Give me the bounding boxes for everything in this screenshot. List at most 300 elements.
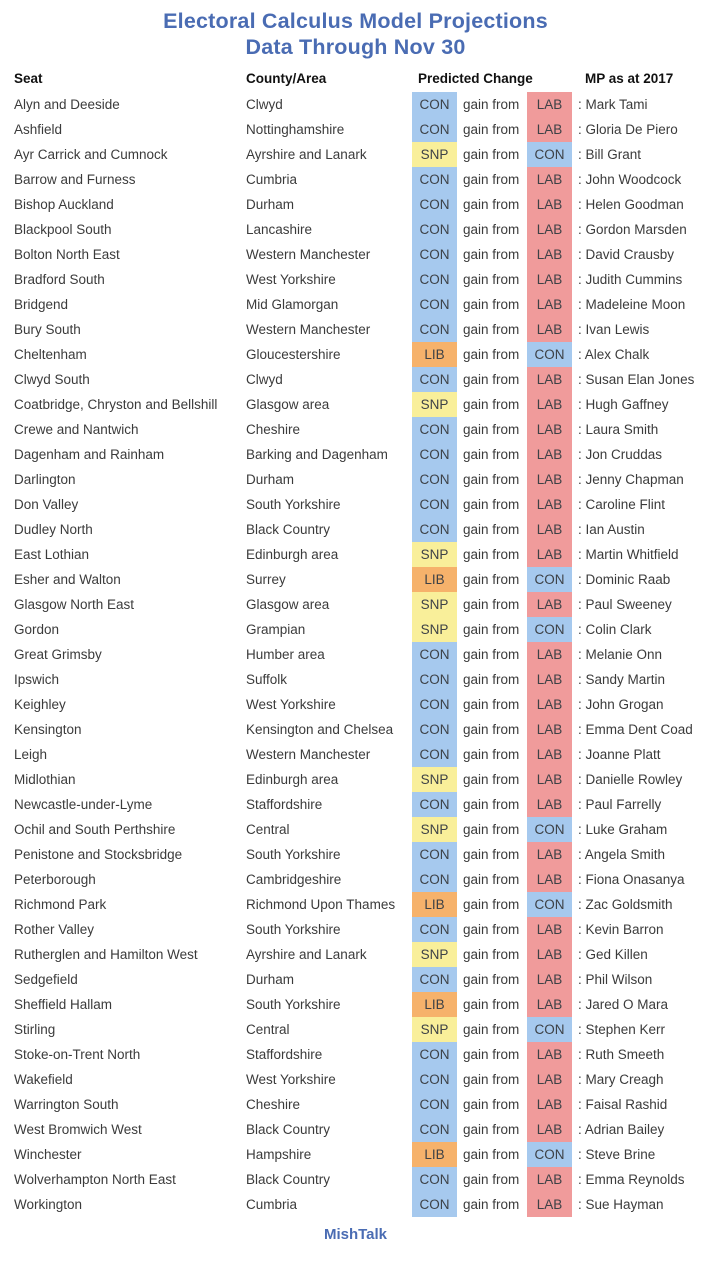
gain-from-label: gain from — [463, 1147, 520, 1162]
county-cell: Central — [246, 822, 290, 837]
table-row — [0, 442, 711, 467]
gain-from-label: gain from — [463, 1047, 520, 1062]
seat-cell: Midlothian — [14, 772, 76, 787]
seat-cell: Peterborough — [14, 872, 96, 887]
gain-from-label: gain from — [463, 447, 520, 462]
county-cell: Barking and Dagenham — [246, 447, 388, 462]
seat-cell: Stoke-on-Trent North — [14, 1047, 141, 1062]
seat-cell: Great Grimsby — [14, 647, 102, 662]
county-cell: Glasgow area — [246, 397, 330, 412]
seat-cell: Ayr Carrick and Cumnock — [14, 147, 168, 162]
gainer-party-badge: LIB — [412, 892, 457, 917]
loser-party-badge: LAB — [527, 1192, 572, 1217]
gainer-party-badge: CON — [412, 192, 457, 217]
county-cell: Durham — [246, 972, 295, 987]
seat-cell: Winchester — [14, 1147, 82, 1162]
table-row — [0, 292, 711, 317]
seat-cell: Esher and Walton — [14, 572, 121, 587]
loser-party-badge: LAB — [527, 967, 572, 992]
mp-cell: : Laura Smith — [578, 422, 659, 437]
column-header-county: County/Area — [246, 70, 327, 86]
gain-from-label: gain from — [463, 622, 520, 637]
loser-party-badge: LAB — [527, 442, 572, 467]
seat-cell: Workington — [14, 1197, 83, 1212]
loser-party-badge: LAB — [527, 1117, 572, 1142]
county-cell: Suffolk — [246, 672, 288, 687]
table-row — [0, 767, 711, 792]
table-row — [0, 817, 711, 842]
mp-cell: : Jon Cruddas — [578, 447, 663, 462]
county-cell: Lancashire — [246, 222, 313, 237]
mp-cell: : Mary Creagh — [578, 1072, 664, 1087]
loser-party-badge: LAB — [527, 492, 572, 517]
loser-party-badge: CON — [527, 617, 572, 642]
mp-cell: : Susan Elan Jones — [578, 372, 695, 387]
seat-cell: Keighley — [14, 697, 66, 712]
gainer-party-badge: SNP — [412, 767, 457, 792]
mp-cell: : Judith Cummins — [578, 272, 683, 287]
mp-cell: : Ruth Smeeth — [578, 1047, 665, 1062]
seat-cell: Penistone and Stocksbridge — [14, 847, 183, 862]
seat-cell: Ashfield — [14, 122, 63, 137]
table-row — [0, 367, 711, 392]
gainer-party-badge: CON — [412, 92, 457, 117]
gain-from-label: gain from — [463, 422, 520, 437]
gain-from-label: gain from — [463, 1122, 520, 1137]
table-row — [0, 1167, 711, 1192]
seat-cell: Crewe and Nantwich — [14, 422, 139, 437]
loser-party-badge: LAB — [527, 517, 572, 542]
gainer-party-badge: CON — [412, 642, 457, 667]
seat-cell: Gordon — [14, 622, 60, 637]
gainer-party-badge: LIB — [412, 567, 457, 592]
table-body — [0, 92, 711, 1217]
mp-cell: : Ian Austin — [578, 522, 645, 537]
loser-party-badge: LAB — [527, 942, 572, 967]
county-cell: Durham — [246, 472, 295, 487]
seat-cell: Bolton North East — [14, 247, 120, 262]
seat-cell: Wolverhampton North East — [14, 1172, 176, 1187]
mp-cell: : Hugh Gaffney — [578, 397, 669, 412]
seat-cell: Don Valley — [14, 497, 79, 512]
gainer-party-badge: CON — [412, 292, 457, 317]
mp-cell: : Mark Tami — [578, 97, 648, 112]
loser-party-badge: LAB — [527, 792, 572, 817]
mp-cell: : Phil Wilson — [578, 972, 653, 987]
table-row — [0, 992, 711, 1017]
mp-cell: : Fiona Onasanya — [578, 872, 685, 887]
gainer-party-badge: CON — [412, 967, 457, 992]
mp-cell: : Sandy Martin — [578, 672, 666, 687]
gainer-party-badge: SNP — [412, 592, 457, 617]
mp-cell: : Zac Goldsmith — [578, 897, 673, 912]
loser-party-badge: CON — [527, 1142, 572, 1167]
gain-from-label: gain from — [463, 272, 520, 287]
gainer-party-badge: CON — [412, 742, 457, 767]
county-cell: Black Country — [246, 522, 331, 537]
gain-from-label: gain from — [463, 197, 520, 212]
loser-party-badge: LAB — [527, 667, 572, 692]
gainer-party-badge: SNP — [412, 942, 457, 967]
seat-cell: Dudley North — [14, 522, 93, 537]
gain-from-label: gain from — [463, 772, 520, 787]
mp-cell: : Gordon Marsden — [578, 222, 687, 237]
mp-cell: : Stephen Kerr — [578, 1022, 666, 1037]
gainer-party-badge: CON — [412, 267, 457, 292]
seat-cell: Sedgefield — [14, 972, 78, 987]
gain-from-label: gain from — [463, 572, 520, 587]
loser-party-badge: LAB — [527, 642, 572, 667]
table-row — [0, 792, 711, 817]
seat-cell: East Lothian — [14, 547, 90, 562]
table-row — [0, 942, 711, 967]
mp-cell: : John Grogan — [578, 697, 664, 712]
gainer-party-badge: CON — [412, 867, 457, 892]
loser-party-badge: LAB — [527, 1167, 572, 1192]
gain-from-label: gain from — [463, 497, 520, 512]
table-row — [0, 1092, 711, 1117]
county-cell: Richmond Upon Thames — [246, 897, 396, 912]
county-cell: Cambridgeshire — [246, 872, 342, 887]
loser-party-badge: LAB — [527, 242, 572, 267]
table-row — [0, 217, 711, 242]
gain-from-label: gain from — [463, 547, 520, 562]
gainer-party-badge: SNP — [412, 392, 457, 417]
mp-cell: : Faisal Rashid — [578, 1097, 668, 1112]
footer-logo: MishTalk — [323, 1226, 388, 1243]
mp-cell: : Colin Clark — [578, 622, 652, 637]
loser-party-badge: LAB — [527, 192, 572, 217]
seat-cell: Richmond Park — [14, 897, 107, 912]
table-row — [0, 592, 711, 617]
gainer-party-badge: CON — [412, 467, 457, 492]
gainer-party-badge: CON — [412, 1042, 457, 1067]
seat-cell: West Bromwich West — [14, 1122, 142, 1137]
county-cell: Western Manchester — [246, 322, 371, 337]
gain-from-label: gain from — [463, 397, 520, 412]
loser-party-badge: LAB — [527, 692, 572, 717]
gain-from-label: gain from — [463, 1197, 520, 1212]
seat-cell: Kensington — [14, 722, 82, 737]
mp-cell: : Caroline Flint — [578, 497, 666, 512]
seat-cell: Rother Valley — [14, 922, 95, 937]
table-row — [0, 117, 711, 142]
gain-from-label: gain from — [463, 947, 520, 962]
gainer-party-badge: CON — [412, 167, 457, 192]
gain-from-label: gain from — [463, 922, 520, 937]
mp-cell: : Jenny Chapman — [578, 472, 684, 487]
table-row — [0, 567, 711, 592]
table-row — [0, 842, 711, 867]
table-row — [0, 92, 711, 117]
gainer-party-badge: CON — [412, 417, 457, 442]
mp-cell: : Emma Dent Coad — [578, 722, 693, 737]
gain-from-label: gain from — [463, 322, 520, 337]
gainer-party-badge: CON — [412, 1067, 457, 1092]
seat-cell: Bridgend — [14, 297, 69, 312]
mp-cell: : Danielle Rowley — [578, 772, 683, 787]
gainer-party-badge: SNP — [412, 542, 457, 567]
county-cell: Central — [246, 1022, 290, 1037]
gain-from-label: gain from — [463, 747, 520, 762]
table-row — [0, 967, 711, 992]
seat-cell: Warrington South — [14, 1097, 119, 1112]
county-cell: Edinburgh area — [246, 547, 339, 562]
loser-party-badge: LAB — [527, 1092, 572, 1117]
table-row — [0, 692, 711, 717]
mp-cell: : Helen Goodman — [578, 197, 684, 212]
table-header — [0, 69, 711, 87]
seat-cell: Glasgow North East — [14, 597, 135, 612]
mp-cell: : Dominic Raab — [578, 572, 671, 587]
mp-cell: : Sue Hayman — [578, 1197, 664, 1212]
county-cell: Clwyd — [246, 97, 283, 112]
mp-cell: : Joanne Platt — [578, 747, 661, 762]
seat-cell: Bury South — [14, 322, 81, 337]
gain-from-label: gain from — [463, 172, 520, 187]
gain-from-label: gain from — [463, 972, 520, 987]
mp-cell: : Luke Graham — [578, 822, 668, 837]
column-header-mp: MP as at 2017 — [585, 70, 674, 86]
mp-cell: : Steve Brine — [578, 1147, 656, 1162]
gain-from-label: gain from — [463, 672, 520, 687]
county-cell: Cheshire — [246, 422, 301, 437]
county-cell: Gloucestershire — [246, 347, 341, 362]
table-row — [0, 317, 711, 342]
county-cell: Edinburgh area — [246, 772, 339, 787]
gainer-party-badge: LIB — [412, 992, 457, 1017]
gain-from-label: gain from — [463, 822, 520, 837]
mp-cell: : Emma Reynolds — [578, 1172, 685, 1187]
gainer-party-badge: CON — [412, 667, 457, 692]
gainer-party-badge: SNP — [412, 817, 457, 842]
county-cell: Western Manchester — [246, 247, 371, 262]
gain-from-label: gain from — [463, 472, 520, 487]
table-row — [0, 1192, 711, 1217]
seat-cell: Clwyd South — [14, 372, 90, 387]
column-header-predicted-change: Predicted Change — [418, 70, 533, 86]
mp-cell: : John Woodcock — [578, 172, 682, 187]
table-row — [0, 492, 711, 517]
loser-party-badge: LAB — [527, 842, 572, 867]
loser-party-badge: LAB — [527, 1067, 572, 1092]
page-subtitle: Data Through Nov 30 — [245, 35, 466, 59]
seat-cell: Ipswich — [14, 672, 60, 687]
loser-party-badge: LAB — [527, 467, 572, 492]
county-cell: Cheshire — [246, 1097, 301, 1112]
county-cell: Black Country — [246, 1172, 331, 1187]
mp-cell: : Alex Chalk — [578, 347, 650, 362]
county-cell: Western Manchester — [246, 747, 371, 762]
seat-cell: Newcastle-under-Lyme — [14, 797, 153, 812]
loser-party-badge: LAB — [527, 992, 572, 1017]
seat-cell: Barrow and Furness — [14, 172, 136, 187]
mp-cell: : Melanie Onn — [578, 647, 663, 662]
column-header-seat: Seat — [14, 70, 43, 86]
seat-cell: Sheffield Hallam — [14, 997, 113, 1012]
seat-cell: Darlington — [14, 472, 76, 487]
loser-party-badge: LAB — [527, 592, 572, 617]
loser-party-badge: CON — [527, 817, 572, 842]
gainer-party-badge: CON — [412, 717, 457, 742]
table-row — [0, 192, 711, 217]
county-cell: Cumbria — [246, 172, 298, 187]
county-cell: Ayrshire and Lanark — [246, 947, 367, 962]
loser-party-badge: LAB — [527, 542, 572, 567]
loser-party-badge: LAB — [527, 1042, 572, 1067]
gainer-party-badge: CON — [412, 217, 457, 242]
gain-from-label: gain from — [463, 897, 520, 912]
gain-from-label: gain from — [463, 997, 520, 1012]
mp-cell: : Ivan Lewis — [578, 322, 650, 337]
county-cell: Humber area — [246, 647, 325, 662]
table-row — [0, 892, 711, 917]
gain-from-label: gain from — [463, 647, 520, 662]
mp-cell: : Angela Smith — [578, 847, 666, 862]
seat-cell: Blackpool South — [14, 222, 112, 237]
mp-cell: : Kevin Barron — [578, 922, 664, 937]
loser-party-badge: LAB — [527, 167, 572, 192]
county-cell: Hampshire — [246, 1147, 312, 1162]
loser-party-badge: LAB — [527, 767, 572, 792]
loser-party-badge: LAB — [527, 292, 572, 317]
gainer-party-badge: LIB — [412, 342, 457, 367]
gain-from-label: gain from — [463, 372, 520, 387]
table-row — [0, 542, 711, 567]
gainer-party-badge: CON — [412, 1092, 457, 1117]
mp-cell: : Jared O Mara — [578, 997, 669, 1012]
loser-party-badge: LAB — [527, 917, 572, 942]
loser-party-badge: CON — [527, 1017, 572, 1042]
table-row — [0, 1117, 711, 1142]
loser-party-badge: LAB — [527, 717, 572, 742]
gain-from-label: gain from — [463, 872, 520, 887]
gainer-party-badge: CON — [412, 442, 457, 467]
loser-party-badge: CON — [527, 342, 572, 367]
seat-cell: Cheltenham — [14, 347, 87, 362]
gain-from-label: gain from — [463, 147, 520, 162]
loser-party-badge: CON — [527, 142, 572, 167]
loser-party-badge: LAB — [527, 267, 572, 292]
table-row — [0, 267, 711, 292]
mp-cell: : Madeleine Moon — [578, 297, 686, 312]
gainer-party-badge: CON — [412, 842, 457, 867]
gain-from-label: gain from — [463, 522, 520, 537]
gain-from-label: gain from — [463, 97, 520, 112]
gain-from-label: gain from — [463, 797, 520, 812]
seat-cell: Ochil and South Perthshire — [14, 822, 176, 837]
mp-cell: : David Crausby — [578, 247, 675, 262]
county-cell: Black Country — [246, 1122, 331, 1137]
county-cell: South Yorkshire — [246, 922, 341, 937]
gain-from-label: gain from — [463, 697, 520, 712]
county-cell: Cumbria — [246, 1197, 298, 1212]
loser-party-badge: LAB — [527, 742, 572, 767]
county-cell: Staffordshire — [246, 1047, 323, 1062]
mp-cell: : Martin Whitfield — [578, 547, 679, 562]
loser-party-badge: LAB — [527, 317, 572, 342]
gain-from-label: gain from — [463, 297, 520, 312]
gainer-party-badge: CON — [412, 1117, 457, 1142]
county-cell: West Yorkshire — [246, 697, 336, 712]
gainer-party-badge: CON — [412, 692, 457, 717]
table-row — [0, 1142, 711, 1167]
seat-cell: Coatbridge, Chryston and Bellshill — [14, 397, 218, 412]
seat-cell: Stirling — [14, 1022, 56, 1037]
county-cell: West Yorkshire — [246, 272, 336, 287]
loser-party-badge: LAB — [527, 117, 572, 142]
gain-from-label: gain from — [463, 1022, 520, 1037]
county-cell: South Yorkshire — [246, 997, 341, 1012]
loser-party-badge: CON — [527, 892, 572, 917]
county-cell: Durham — [246, 197, 295, 212]
table-row — [0, 1067, 711, 1092]
county-cell: Staffordshire — [246, 797, 323, 812]
gainer-party-badge: CON — [412, 792, 457, 817]
county-cell: Nottinghamshire — [246, 122, 345, 137]
gain-from-label: gain from — [463, 222, 520, 237]
loser-party-badge: LAB — [527, 367, 572, 392]
gainer-party-badge: CON — [412, 917, 457, 942]
gainer-party-badge: SNP — [412, 617, 457, 642]
gainer-party-badge: CON — [412, 242, 457, 267]
loser-party-badge: LAB — [527, 867, 572, 892]
loser-party-badge: LAB — [527, 217, 572, 242]
gainer-party-badge: SNP — [412, 142, 457, 167]
gainer-party-badge: CON — [412, 117, 457, 142]
county-cell: Mid Glamorgan — [246, 297, 339, 312]
table-row — [0, 717, 711, 742]
table-row — [0, 1042, 711, 1067]
gain-from-label: gain from — [463, 722, 520, 737]
county-cell: South Yorkshire — [246, 847, 341, 862]
seat-cell: Rutherglen and Hamilton West — [14, 947, 198, 962]
table-row — [0, 142, 711, 167]
mp-cell: : Adrian Bailey — [578, 1122, 665, 1137]
county-cell: Kensington and Chelsea — [246, 722, 394, 737]
table-row — [0, 417, 711, 442]
table-row — [0, 667, 711, 692]
gainer-party-badge: CON — [412, 492, 457, 517]
gain-from-label: gain from — [463, 347, 520, 362]
gain-from-label: gain from — [463, 597, 520, 612]
gainer-party-badge: LIB — [412, 1142, 457, 1167]
loser-party-badge: LAB — [527, 392, 572, 417]
loser-party-badge: CON — [527, 567, 572, 592]
table-row — [0, 642, 711, 667]
county-cell: Grampian — [246, 622, 306, 637]
table-row — [0, 467, 711, 492]
gainer-party-badge: CON — [412, 1167, 457, 1192]
gain-from-label: gain from — [463, 1072, 520, 1087]
table-row — [0, 917, 711, 942]
mp-cell: : Ged Killen — [578, 947, 648, 962]
loser-party-badge: LAB — [527, 92, 572, 117]
mp-cell: : Gloria De Piero — [578, 122, 678, 137]
seat-cell: Leigh — [14, 747, 48, 762]
county-cell: Clwyd — [246, 372, 283, 387]
gainer-party-badge: CON — [412, 1192, 457, 1217]
gain-from-label: gain from — [463, 1172, 520, 1187]
seat-cell: Bishop Auckland — [14, 197, 114, 212]
gain-from-label: gain from — [463, 122, 520, 137]
mp-cell: : Paul Sweeney — [578, 597, 672, 612]
gainer-party-badge: CON — [412, 517, 457, 542]
county-cell: Glasgow area — [246, 597, 330, 612]
mp-cell: : Paul Farrelly — [578, 797, 662, 812]
table-row — [0, 167, 711, 192]
seat-cell: Bradford South — [14, 272, 105, 287]
